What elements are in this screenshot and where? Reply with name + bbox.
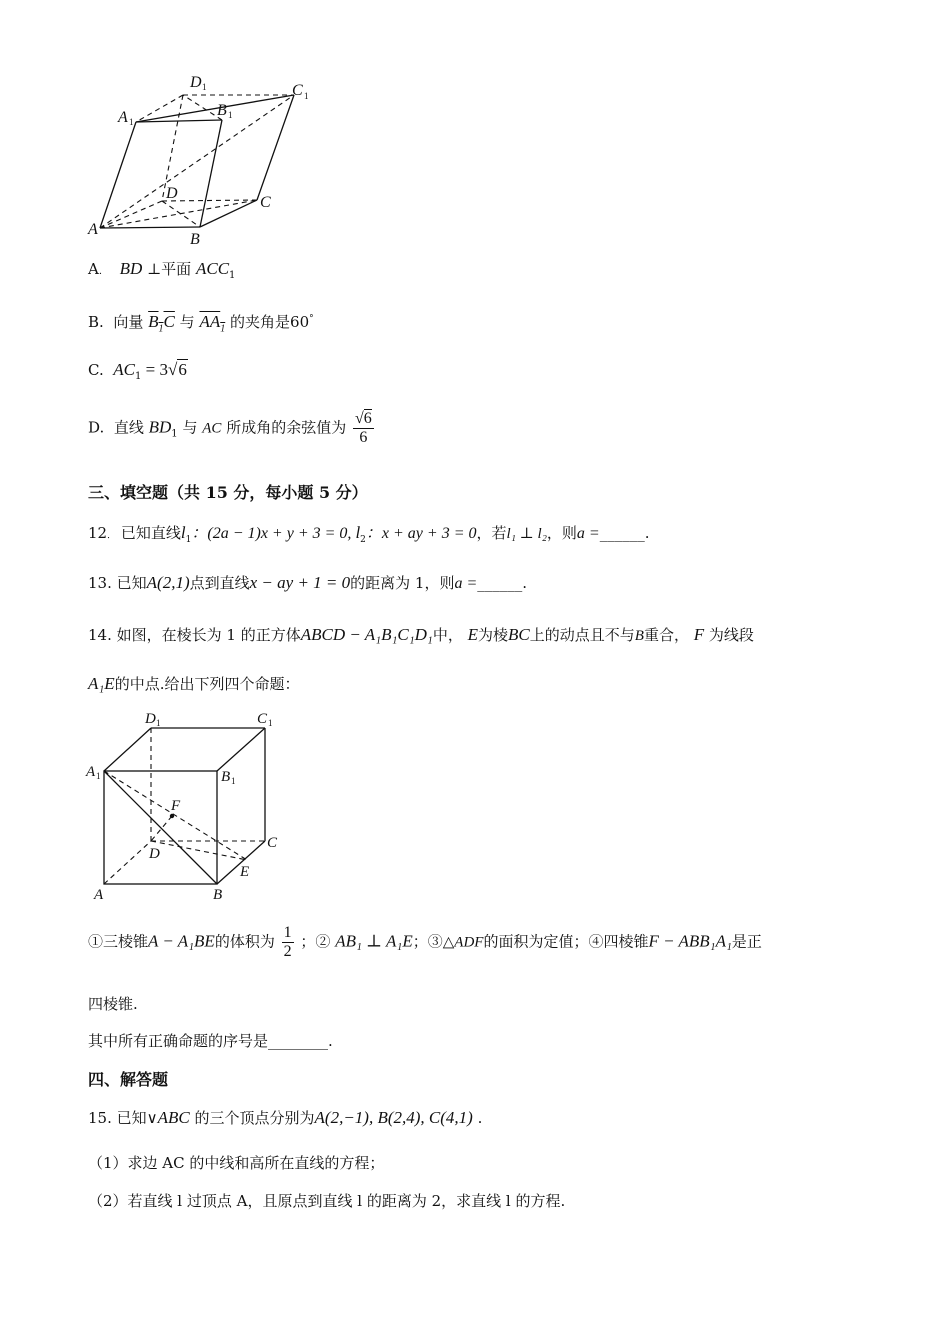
svg-text:1: 1 <box>228 110 233 120</box>
svg-text:1: 1 <box>231 776 236 786</box>
question-15-part1: （1）求边 AC 的中线和高所在直线的方程； <box>88 1154 385 1172</box>
label-A1: A <box>86 764 96 780</box>
question-15-part2: （2）若直线 l 过顶点 A，且原点到直线 l 的距离为 2，求直线 l 的方程. <box>88 1192 566 1210</box>
label-D: D <box>149 846 160 862</box>
parallelepiped-figure <box>80 70 340 250</box>
propositions: ①三棱锥A − A₁BE的体积为 $\frac{1}{2}$ ；② AB₁ ⊥ A₁E；③△ADF的面积为定值；④四棱锥F − ABB₁A₁是正 <box>88 924 762 960</box>
svg-text:1: 1 <box>202 82 207 92</box>
question-14: 14. 如图，在棱长为 1 的正方体ABCD − A₁B₁C₁D₁中， E为棱BC上的动点且不与B重合， F 为线段 <box>88 625 754 644</box>
section4-title: 四、解答题 <box>88 1070 169 1089</box>
label-A1: A <box>118 109 128 126</box>
label-D1: D <box>190 74 202 91</box>
question-14-line2: A₁E的中点.给出下列四个命题： <box>88 674 300 693</box>
label-A: A <box>94 887 104 903</box>
cube-figure <box>84 706 294 906</box>
label-C1: C <box>292 82 303 99</box>
option-b: B. 向量 $B_1C$ 与 $AA_1$ 的夹角是60° <box>88 312 314 335</box>
svg-text:1: 1 <box>129 117 134 127</box>
label-B: B <box>213 887 223 903</box>
section3-title: 三、填空题（共 15 分，每小题 5 分） <box>88 483 368 502</box>
label-B1: B <box>217 102 227 119</box>
question-14-prompt: 其中所有正确命题的序号是________. <box>88 1032 333 1050</box>
answer-blank[interactable]: ______ <box>599 524 645 542</box>
answer-blank[interactable]: ________ <box>268 1032 329 1050</box>
label-C1: C <box>257 711 268 727</box>
svg-text:1: 1 <box>96 771 101 781</box>
question-15: 15. 已知∨ABC 的三个顶点分别为A(2,−1), B(2,4), C(4,1) . <box>88 1108 483 1127</box>
answer-blank[interactable]: ______ <box>477 574 523 592</box>
label-F: F <box>171 798 181 814</box>
label-A: A <box>88 221 98 238</box>
label-D: D <box>166 185 178 202</box>
question-13: 13. 已知A(2,1)点到直线x − ay + 1 = 0的距离为 1，则a =______. <box>88 573 528 592</box>
option-a: A． BD ⊥平面 $ACC_1$ <box>88 259 236 281</box>
label-B1: B <box>221 769 231 785</box>
svg-text:1: 1 <box>304 91 309 101</box>
question-12: 12． 已知直线$l_1$：(2a − 1)x + y + 3 = 0, $l_2$：x + ay + 3 = 0，若l₁ ⊥ l₂，则a =______. <box>88 523 650 545</box>
label-E: E <box>240 864 250 880</box>
option-d: D. 直线 $BD_1$ 与 AC 所成角的余弦值为 $\frac{√6}{6}$ <box>88 410 372 446</box>
label-C: C <box>267 835 278 851</box>
propositions-line2: 四棱锥. <box>88 995 138 1013</box>
label-B: B <box>190 231 200 248</box>
svg-text:1: 1 <box>268 718 273 728</box>
label-D1: D <box>145 711 156 727</box>
label-C: C <box>260 194 271 211</box>
option-c: C. $AC_1 = 3√6$ <box>88 360 187 382</box>
svg-text:1: 1 <box>156 718 161 728</box>
